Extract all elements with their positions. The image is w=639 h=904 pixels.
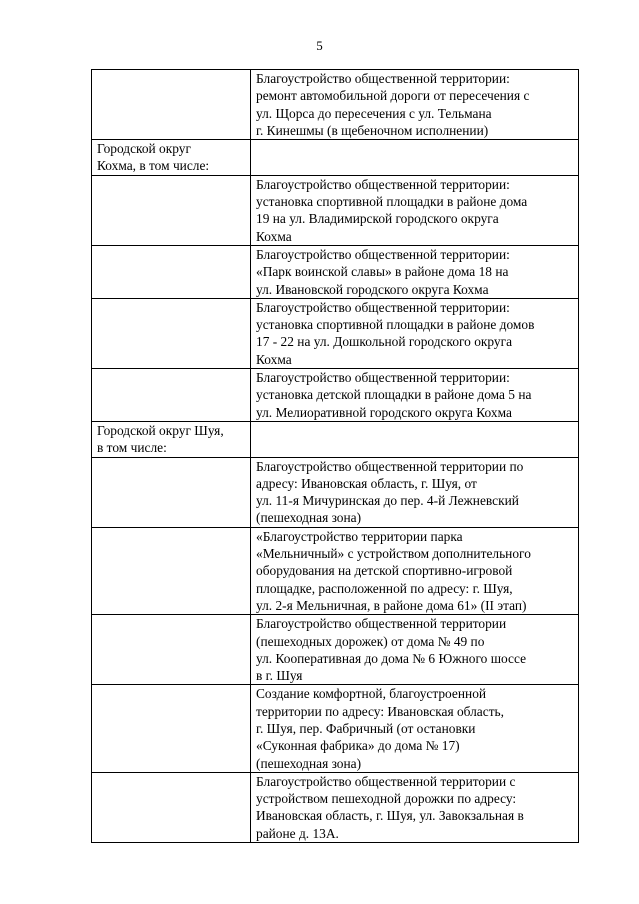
cell-line: ул. Кооперативная до дома № 6 Южного шоссе bbox=[256, 650, 527, 666]
table-row bbox=[92, 140, 579, 176]
territory-cell bbox=[92, 298, 251, 368]
description-cell bbox=[251, 369, 579, 422]
cell-line: Кохма bbox=[256, 351, 292, 367]
cell-line: ул. Щорса до пересечения с ул. Тельмана bbox=[256, 105, 492, 121]
cell-line: Благоустройство общественной территории: bbox=[256, 71, 510, 86]
description-cell bbox=[251, 70, 579, 140]
cell-line: в г. Шуя bbox=[256, 668, 303, 684]
territory-cell bbox=[92, 245, 251, 298]
description-cell bbox=[251, 140, 579, 176]
cell-line: Городской округ bbox=[97, 141, 191, 157]
territory-cell bbox=[92, 685, 251, 772]
cell-line: «Благоустройство территории парка bbox=[256, 528, 463, 544]
cell-line: оборудования на детской спортивно-игровой bbox=[256, 563, 513, 579]
page-number: 5 bbox=[316, 38, 323, 53]
cell-line: Благоустройство общественной территории: bbox=[256, 246, 510, 262]
cell-line: территории по адресу: Ивановская область, bbox=[256, 703, 505, 719]
table-row bbox=[92, 772, 579, 842]
territory-cell bbox=[92, 369, 251, 422]
cell-line: (пешеходная зона) bbox=[256, 510, 362, 526]
cell-line: установка спортивной площадки в районе дома bbox=[256, 194, 528, 210]
cell-line: г. Шуя, пер. Фабричный (от остановки bbox=[256, 720, 476, 736]
description-cell bbox=[251, 457, 579, 527]
cell-line: устройством пешеходной дорожки по адресу: bbox=[256, 791, 517, 807]
cell-line: адресу: Ивановская область, г. Шуя, от bbox=[256, 475, 477, 491]
cell-line: Кохма bbox=[256, 228, 292, 244]
description-cell bbox=[251, 615, 579, 685]
cell-line: «Мельничный» с устройством дополнительного bbox=[256, 546, 531, 562]
description-cell bbox=[251, 245, 579, 298]
table-body bbox=[92, 70, 579, 843]
table-row bbox=[92, 369, 579, 422]
improvement-table bbox=[91, 69, 579, 843]
territory-cell bbox=[92, 772, 251, 842]
cell-line: 19 на ул. Владимирской городского округа bbox=[256, 211, 499, 227]
table-row bbox=[92, 245, 579, 298]
territory-cell bbox=[92, 615, 251, 685]
cell-line: Благоустройство общественной территории: bbox=[256, 370, 510, 386]
cell-line: Городской округ Шуя, bbox=[97, 422, 224, 438]
cell-line: (пешеходная зона) bbox=[256, 755, 362, 771]
table-row bbox=[92, 615, 579, 685]
territory-cell bbox=[92, 140, 251, 176]
cell-line: ул. 11-я Мичуринская до пер. 4-й Лежневский bbox=[256, 493, 519, 509]
cell-line: Благоустройство общественной территории: bbox=[256, 176, 510, 192]
cell-line: «Парк воинской славы» в районе дома 18 на bbox=[256, 264, 509, 280]
cell-line: г. Кинешмы (в щебеночном исполнении) bbox=[256, 122, 489, 138]
description-cell bbox=[251, 527, 579, 614]
cell-line: установка детской площадки в районе дома 5 на bbox=[256, 387, 532, 403]
cell-line: Кохма, в том числе: bbox=[97, 158, 210, 174]
description-cell bbox=[251, 298, 579, 368]
cell-line: районе д. 13А. bbox=[256, 825, 339, 841]
cell-line: ул. Мелиоративной городского округа Кохма bbox=[256, 404, 512, 420]
cell-line: Создание комфортной, благоустроенной bbox=[256, 686, 487, 702]
territory-cell bbox=[92, 527, 251, 614]
description-cell bbox=[251, 772, 579, 842]
cell-line: Благоустройство общественной территории с bbox=[256, 773, 516, 789]
territory-cell bbox=[92, 421, 251, 457]
cell-line: ул. 2-я Мельничная, в районе дома 61» (II этап) bbox=[256, 597, 527, 613]
table-row bbox=[92, 421, 579, 457]
cell-line: Ивановская область, г. Шуя, ул. Завокзальная в bbox=[256, 808, 524, 824]
cell-line: «Суконная фабрика» до дома № 17) bbox=[256, 738, 460, 754]
cell-line: установка спортивной площадки в районе домов bbox=[256, 317, 535, 333]
territory-cell bbox=[92, 70, 251, 140]
cell-line: в том числе: bbox=[97, 440, 167, 456]
territory-cell bbox=[92, 175, 251, 245]
table-row bbox=[92, 685, 579, 772]
cell-line: 17 - 22 на ул. Дошкольной городского округа bbox=[256, 334, 513, 350]
description-cell bbox=[251, 685, 579, 772]
cell-line: Благоустройство общественной территории: bbox=[256, 299, 510, 315]
cell-line: ремонт автомобильной дороги от пересечения с bbox=[256, 88, 530, 104]
cell-line: (пешеходных дорожек) от дома № 49 по bbox=[256, 633, 485, 649]
table-row bbox=[92, 527, 579, 614]
cell-line: ул. Ивановской городского округа Кохма bbox=[256, 281, 489, 297]
table-row bbox=[92, 175, 579, 245]
table-row bbox=[92, 298, 579, 368]
cell-line: Благоустройство общественной территории по bbox=[256, 458, 524, 474]
cell-line: площадке, расположенной по адресу: г. Шуя, bbox=[256, 580, 513, 596]
table-row bbox=[92, 457, 579, 527]
cell-line: Благоустройство общественной территории bbox=[256, 616, 507, 632]
description-cell bbox=[251, 421, 579, 457]
territory-cell bbox=[92, 457, 251, 527]
table-row bbox=[92, 70, 579, 140]
description-cell bbox=[251, 175, 579, 245]
